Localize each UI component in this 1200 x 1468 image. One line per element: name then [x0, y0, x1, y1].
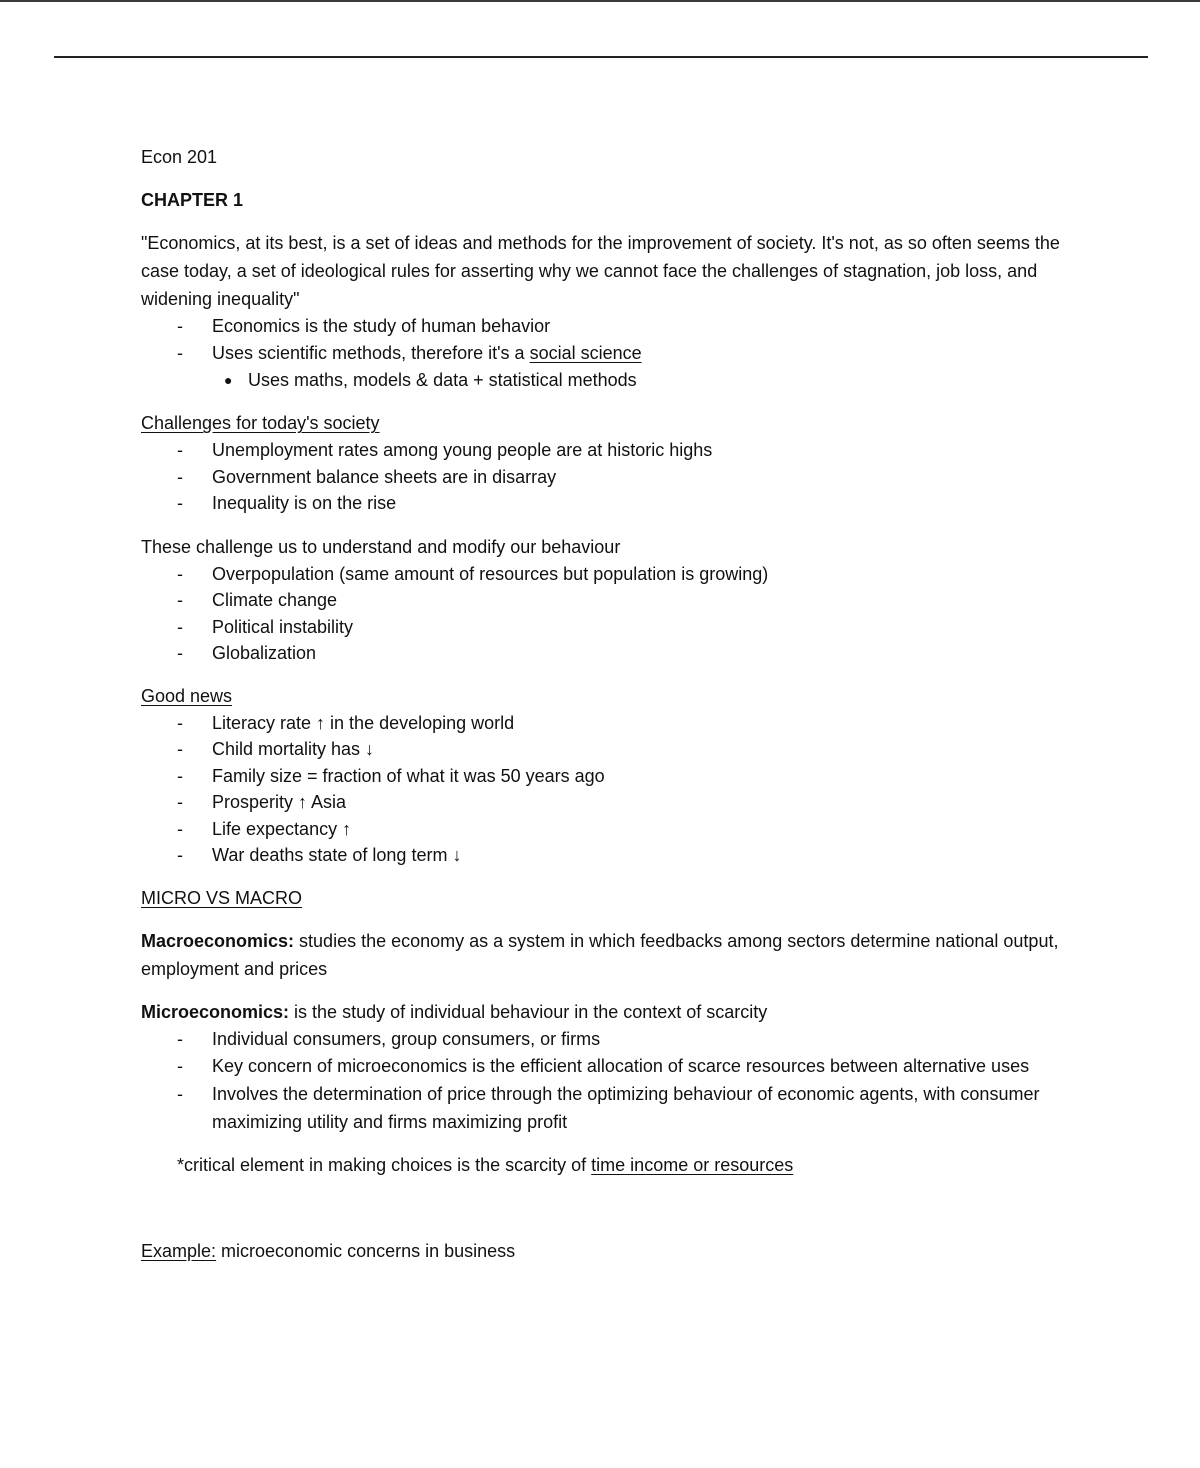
example-text: microeconomic concerns in business — [216, 1241, 516, 1261]
list-item-text: War deaths state of long term ↓ — [212, 845, 462, 865]
microeconomics-definition — [141, 998, 1061, 1026]
list-item — [141, 614, 1061, 641]
intro-list — [141, 313, 1061, 366]
list-item — [141, 763, 1061, 790]
dash-marker: - — [177, 493, 183, 513]
good-news-heading: Good news — [141, 685, 233, 706]
dash-marker: - — [177, 739, 183, 759]
list-item-text: Climate change — [212, 590, 338, 610]
scarcity-note-term: time income or resources — [591, 1155, 794, 1175]
course-title: Econ 201 — [141, 147, 218, 167]
dash-marker: - — [177, 765, 183, 786]
behaviour-heading: These challenge us to understand and modify our behaviour — [141, 536, 621, 557]
dash-marker: - — [177, 342, 183, 363]
dash-marker: - — [177, 643, 183, 663]
scarcity-note-text: *critical element in making choices is the scarcity of — [177, 1155, 592, 1175]
list-item-text: Economics is the study of human behavior — [212, 316, 551, 336]
example-label: Example: — [141, 1241, 217, 1261]
list-item — [141, 340, 1061, 367]
behaviour-list — [141, 561, 1061, 667]
challenges-list — [141, 437, 1061, 517]
dash-marker: - — [177, 616, 183, 637]
dash-marker: - — [177, 590, 183, 610]
dash-marker: - — [177, 792, 183, 812]
list-item — [141, 816, 1061, 843]
list-item — [141, 464, 1061, 491]
header-rule — [54, 56, 1148, 58]
dash-marker: - — [177, 1028, 183, 1049]
document-body — [141, 143, 1061, 1265]
sub-list-item — [141, 366, 1061, 394]
macroeconomics-term: Macroeconomics: — [141, 930, 295, 951]
list-item-text: Inequality is on the rise — [212, 493, 397, 513]
dash-marker: - — [177, 316, 183, 336]
list-item-text: Key concern of microeconomics is the efficient allocation of scarce resources between alternative uses — [212, 1056, 1030, 1076]
list-item — [141, 561, 1061, 588]
example-line — [141, 1237, 1061, 1265]
list-item-text: Prosperity ↑ Asia — [212, 792, 347, 812]
list-item-text: Government balance sheets are in disarray — [212, 466, 557, 487]
dash-marker: - — [177, 1084, 183, 1104]
dash-marker: - — [177, 563, 183, 584]
micro-list — [141, 1026, 1061, 1137]
list-item — [141, 437, 1061, 464]
challenges-heading: Challenges for today's society — [141, 413, 380, 433]
bullet-marker: ● — [224, 372, 233, 388]
scarcity-note — [141, 1151, 1061, 1179]
microeconomics-term: Microeconomics: — [141, 1001, 290, 1022]
list-item — [141, 313, 1061, 340]
microeconomics-text: is the study of individual behaviour in the context of scarcity — [289, 1001, 768, 1022]
list-item — [141, 640, 1061, 667]
sub-list-item-text: Uses maths, models & data + statistical methods — [248, 370, 637, 390]
list-item — [141, 710, 1061, 737]
list-item-text: Overpopulation (same amount of resources but population is growing) — [212, 563, 769, 584]
list-item — [141, 789, 1061, 816]
list-item-text: Individual consumers, group consumers, or firms — [212, 1028, 601, 1049]
list-item-text: Literacy rate ↑ in the developing world — [212, 712, 515, 733]
chapter-heading: CHAPTER 1 — [141, 190, 244, 210]
social-science-term: social science — [529, 342, 642, 363]
list-item — [141, 490, 1061, 517]
blank-space — [141, 1179, 1061, 1237]
macroeconomics-text: studies the economy as a system in which feedbacks among sectors determine national output, employment and prices — [141, 930, 1059, 979]
dash-marker: - — [177, 818, 183, 839]
macroeconomics-definition — [141, 927, 1061, 983]
list-item — [141, 587, 1061, 614]
list-item — [141, 736, 1061, 763]
list-item — [141, 842, 1061, 869]
list-item-text: Child mortality has ↓ — [212, 739, 375, 759]
dash-marker: - — [177, 1056, 183, 1076]
list-item — [141, 1026, 1061, 1053]
dash-marker: - — [177, 845, 183, 865]
good-news-list — [141, 710, 1061, 869]
page-top-border — [0, 0, 1200, 2]
list-item-text: Involves the determination of price through the optimizing behaviour of economic agents, with consumer maximizing utility and firms maximizing profit — [212, 1084, 1040, 1132]
intro-sublist — [141, 366, 1061, 394]
dash-marker: - — [177, 440, 183, 460]
list-item-text: Uses scientific methods, therefore it's a — [212, 342, 530, 363]
list-item — [141, 1080, 1061, 1136]
micro-macro-heading: MICRO VS MACRO — [141, 887, 303, 908]
list-item-text: Unemployment rates among young people are at historic highs — [212, 440, 713, 460]
intro-quote: "Economics, at its best, is a set of ideas and methods for the improvement of society. It's not, as so often seems the case today, a set of ideological rules for asserting why we cannot face the challenges of stagnation, job loss, and widening inequality" — [141, 233, 1060, 309]
list-item — [141, 1052, 1061, 1080]
list-item-text: Political instability — [212, 616, 354, 637]
dash-marker: - — [177, 712, 183, 733]
list-item-text: Life expectancy ↑ — [212, 818, 352, 839]
list-item-text: Globalization — [212, 643, 317, 663]
dash-marker: - — [177, 466, 183, 487]
list-item-text: Family size = fraction of what it was 50 years ago — [212, 765, 605, 786]
